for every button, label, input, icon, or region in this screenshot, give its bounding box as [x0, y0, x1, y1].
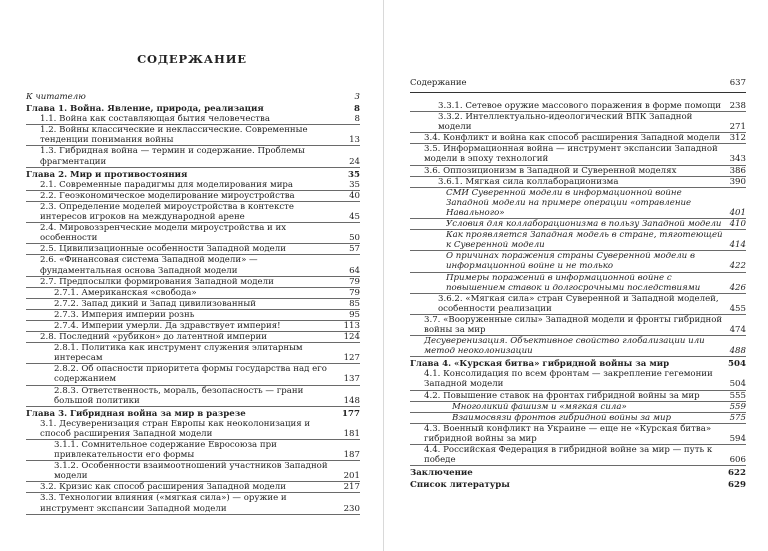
toc-entry-page: 13	[349, 135, 360, 146]
toc-entry	[26, 244, 360, 255]
toc-entry-page: 187	[343, 450, 360, 461]
toc-entry-page: 488	[729, 346, 746, 357]
running-head	[410, 78, 746, 93]
toc-entry-title: 3.6. Оппозиционизм в Западной и Суверенной моделях	[424, 165, 677, 176]
toc-entry-page: 622	[728, 468, 746, 479]
toc-entry-page: 79	[349, 287, 360, 298]
toc-entry-page: 45	[349, 212, 360, 223]
toc-entry-page: 386	[729, 165, 746, 176]
toc-entry	[26, 321, 360, 332]
toc-entry-title: 3.6.2. «Мягкая сила» стран Суверенной и Западной моделей, особенности реализации	[438, 293, 719, 314]
toc-entry	[410, 144, 746, 165]
toc-entry	[410, 177, 746, 188]
toc-entry-page: 8	[354, 104, 360, 115]
toc-entry	[410, 230, 746, 251]
toc-entry-title: 3.1.2. Особенности взаимоотношений участников Западной модели	[54, 461, 328, 482]
toc-entry-title: 3.3.2. Интеллектуально-идеологический ВПК Западной модели	[438, 112, 693, 133]
toc-entry-title: 2.8.2. Об опасности приоритета формы государства над его содержанием	[54, 364, 327, 385]
toc-entry	[26, 180, 360, 191]
toc-entry-title: 4.4. Российская Федерация в гибридной войне за мир — путь к победе	[424, 445, 713, 466]
toc-entry-title: Глава 3. Гибридная война за мир в разрезе	[26, 408, 246, 419]
toc-entry-title: 4.3. Военный конфликт на Украине — еще не «Курская битва» гибридной войны за мир	[424, 423, 712, 444]
toc-entry-page: 312	[729, 133, 746, 144]
toc-entry-page: 177	[342, 408, 360, 419]
toc-entry-page: 606	[729, 455, 746, 466]
toc-entry-title: 2.7. Предпосылки формирования Западной модели	[40, 276, 274, 287]
toc-entry-page: 230	[343, 503, 360, 514]
page-number: 637	[729, 78, 746, 88]
toc-entry-page: 474	[729, 324, 746, 335]
toc-entry-page: 8	[354, 114, 360, 125]
toc-entry-title: Примеры поражений в информационной войне с повышением ставок и долгосрочными последствиями	[446, 272, 701, 293]
toc-entry-title: 3.2. Кризис как способ расширения Западной модели	[40, 482, 286, 493]
toc-entry	[26, 277, 360, 288]
toc-chapter-entry	[26, 170, 360, 180]
toc-entry-page: 390	[729, 176, 746, 187]
toc-entry	[410, 391, 746, 402]
table-of-contents-left	[26, 92, 360, 515]
toc-entry-title: 2.7.3. Империя империи рознь	[54, 309, 195, 320]
toc-entry-page: 414	[729, 240, 746, 251]
toc-entry-title: 4.1. Консолидация по всем фронтам — закрепление гегемонии Западной модели	[424, 369, 713, 390]
toc-entry	[410, 369, 746, 390]
toc-entry-page: 575	[729, 412, 746, 423]
toc-entry-page: 24	[349, 156, 360, 167]
toc-entry-page: 35	[349, 179, 360, 190]
toc-entry-page: 57	[349, 244, 360, 255]
toc-entry-title: Как проявляется Западная модель в стране, тяготеющей к Суверенной модели	[446, 230, 723, 251]
toc-entry-title: 2.7.1. Американская «свобода»	[54, 287, 197, 298]
toc-entry-page: 410	[729, 219, 746, 230]
toc-entry-page: 85	[349, 298, 360, 309]
toc-entry-page: 201	[343, 471, 360, 482]
toc-entry-title: Глава 1. Война. Явление, природа, реализация	[26, 104, 264, 115]
toc-entry-page: 422	[729, 261, 746, 272]
toc-entry-title: 1.3. Гибридная война — термин и содержание. Проблемы фрагментации	[40, 146, 305, 167]
toc-entry	[26, 223, 360, 244]
toc-entry-title: Условия для коллаборационизма в пользу Западной модели	[446, 219, 722, 230]
toc-entry-title: Список литературы	[410, 480, 510, 491]
toc-entry-page: 455	[729, 303, 746, 314]
toc-entry	[410, 315, 746, 336]
toc-entry	[410, 294, 746, 315]
toc-entry-page: 181	[343, 428, 360, 439]
toc-entry-title: 3.6.1. Мягкая сила коллаборационизма	[438, 176, 619, 187]
toc-entry-title: Глава 2. Мир и противостояния	[26, 169, 188, 180]
toc-entry	[26, 202, 360, 223]
toc-entry-title: Глава 4. «Курская битва» гибридной войны за мир	[410, 359, 670, 370]
toc-entry-page: 343	[729, 154, 746, 165]
toc-entry-title: 3.1. Десуверенизация стран Европы как неоколонизация и способ расширения Западной модели	[40, 418, 311, 439]
toc-entry	[410, 445, 746, 466]
toc-entry	[410, 112, 746, 133]
toc-entry	[26, 92, 360, 102]
toc-entry	[410, 219, 746, 230]
toc-entry-title: 2.8.3. Ответственность, мораль, безопасность — грани большой политики	[54, 385, 304, 406]
toc-entry-title: 3.7. «Вооруженные силы» Западной модели и фронты гибридной войны за мир	[424, 314, 723, 335]
toc-entry-page: 555	[729, 390, 746, 401]
toc-entry-title: 1.1. Война как составляющая бытия человечества	[40, 114, 270, 125]
toc-entry-title: 2.7.2. Запад дикий и Запад цивилизованный	[54, 298, 256, 309]
toc-entry	[410, 166, 746, 177]
toc-entry	[26, 288, 360, 299]
running-head-title: Содержание	[410, 78, 467, 88]
toc-chapter-entry	[410, 359, 746, 369]
toc-entry	[410, 251, 746, 272]
toc-entry-title: 1.2. Войны классические и неклассические. Современные тенденции понимания войны	[40, 125, 308, 146]
toc-entry-title: 2.1. Современные парадигмы для моделирования мира	[40, 179, 294, 190]
table-of-contents-right	[410, 101, 746, 490]
toc-entry-page: 40	[349, 190, 360, 201]
toc-entry	[410, 413, 746, 424]
toc-entry-title: 2.4. Мировоззренческие модели мироустройства и их особенности	[40, 223, 287, 244]
toc-entry-page: 594	[729, 433, 746, 444]
toc-entry	[410, 273, 746, 294]
toc-chapter-entry	[410, 480, 746, 490]
toc-entry-title: 2.7.4. Империи умерли. Да здравствует империя!	[54, 320, 281, 331]
toc-entry-page: 3	[354, 92, 360, 102]
toc-entry-title: 2.8.1. Политика как инструмент служения элитарным интересам	[54, 343, 303, 364]
toc-entry-title: 2.3. Определение моделей мироустройства в контексте интересов игроков на международной арене	[40, 201, 295, 223]
toc-entry-title: 3.3. Технологии влияния («мягкая сила») — оружие и инструмент экспансии Западной модели	[40, 493, 287, 514]
toc-entry-page: 426	[729, 282, 746, 293]
page-title: СОДЕРЖАНИЕ	[137, 52, 247, 66]
toc-entry-page: 217	[343, 482, 360, 493]
toc-entry-page: 124	[343, 332, 360, 343]
toc-entry-page: 271	[729, 122, 746, 133]
toc-entry	[26, 191, 360, 202]
toc-entry-title: Многоликий фашизм и «мягкая сила»	[452, 401, 627, 412]
toc-entry	[26, 114, 360, 125]
toc-entry	[26, 310, 360, 321]
toc-entry-title: 4.2. Повышение ставок на фронтах гибридной войны за мир	[424, 390, 700, 401]
toc-entry-title: 3.4. Конфликт и война как способ расширения Западной модели	[424, 133, 721, 144]
toc-entry-page: 64	[349, 265, 360, 276]
toc-entry	[410, 336, 746, 357]
toc-entry	[410, 424, 746, 445]
toc-entry-page: 137	[343, 374, 360, 385]
toc-entry	[26, 146, 360, 167]
toc-entry	[26, 386, 360, 407]
toc-entry	[26, 299, 360, 310]
toc-entry	[26, 482, 360, 493]
toc-entry-page: 629	[728, 480, 746, 491]
toc-entry-page: 504	[728, 359, 746, 370]
toc-entry	[26, 255, 360, 276]
right-page	[384, 0, 768, 551]
toc-entry-page: 95	[349, 309, 360, 320]
toc-entry	[26, 332, 360, 343]
toc-entry-title: 2.6. «Финансовая система Западной модели» — фундаментальная основа Западной модели	[40, 255, 258, 276]
toc-entry-title: 3.3.1. Сетевое оружие массового поражения в форме помощи	[438, 101, 721, 111]
toc-chapter-entry	[410, 468, 746, 478]
toc-entry-title: О причинах поражения страны Суверенной модели в информационной войне и не только	[446, 251, 695, 272]
toc-entry-page: 35	[348, 169, 360, 180]
toc-entry	[26, 343, 360, 364]
toc-entry	[26, 493, 360, 514]
toc-entry	[410, 402, 746, 413]
toc-entry-title: Десуверенизация. Объективное свойство глобализации или метод неоколонизации	[424, 336, 705, 357]
toc-entry	[26, 461, 360, 482]
toc-entry	[26, 125, 360, 146]
toc-entry-page: 79	[349, 276, 360, 287]
toc-entry-title: СМИ Суверенной модели в информационной войне Западной модели на примере операции «отравление Навального»	[446, 187, 692, 218]
toc-entry	[410, 101, 746, 112]
toc-entry-page: 504	[729, 379, 746, 390]
toc-entry-title: К читателю	[26, 92, 86, 102]
toc-entry-page: 401	[729, 207, 746, 218]
toc-entry	[410, 133, 746, 144]
toc-entry-title: Заключение	[410, 468, 473, 479]
toc-entry-page: 148	[343, 395, 360, 406]
toc-entry	[26, 419, 360, 440]
toc-entry	[26, 364, 360, 385]
toc-entry-page: 113	[343, 320, 360, 331]
toc-entry-page: 127	[343, 353, 360, 364]
toc-entry	[26, 440, 360, 461]
toc-entry-title: 2.8. Последний «рубикон» до латентной империи	[40, 332, 267, 343]
toc-entry-title: Взаимосвязи фронтов гибридной войны за мир	[452, 412, 672, 423]
toc-chapter-entry	[26, 104, 360, 114]
toc-entry-title: 3.5. Информационная война — инструмент экспансии Западной модели в эпоху технологий	[424, 144, 718, 165]
toc-entry-title: 2.5. Цивилизационные особенности Западной модели	[40, 244, 286, 255]
toc-entry-title: 2.2. Геоэкономическое моделирование мироустройства	[40, 190, 295, 201]
toc-entry-page: 50	[349, 233, 360, 244]
toc-chapter-entry	[26, 409, 360, 419]
toc-entry-page: 559	[729, 401, 746, 412]
toc-entry-page: 238	[729, 101, 746, 111]
toc-entry	[410, 188, 746, 219]
toc-entry-title: 3.1.1. Сомнительное содержание Евросоюза при привлекательности его формы	[54, 440, 277, 461]
